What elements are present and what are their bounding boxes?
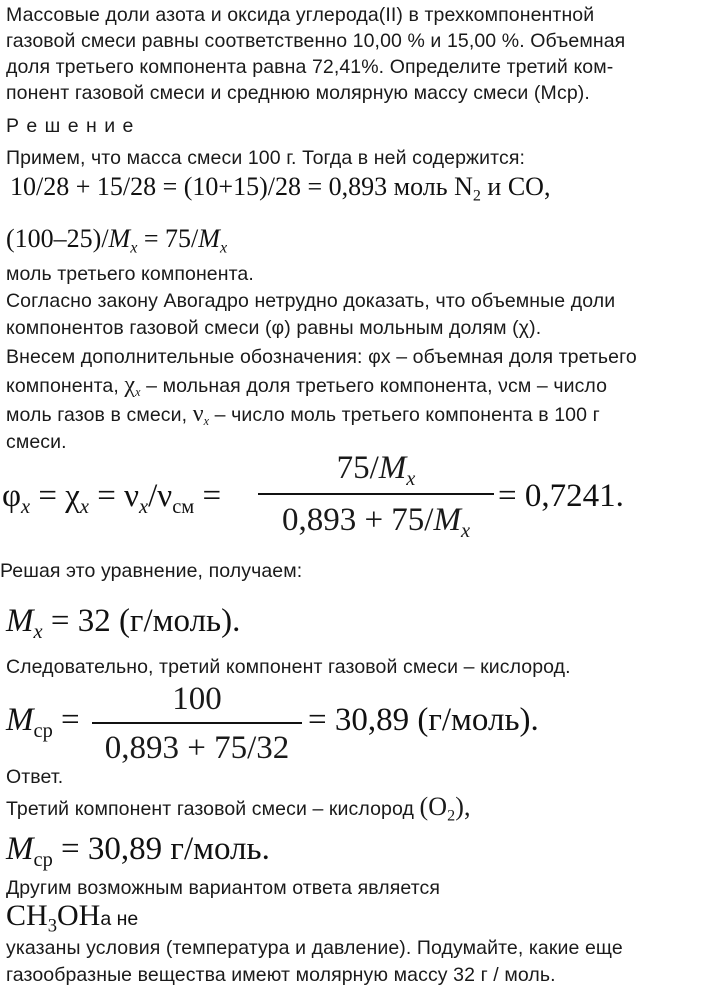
final-line-1: указаны условия (температура и давление). Подумайте, какие еще <box>6 937 623 959</box>
eq3-result: = 0,7241. <box>498 478 624 514</box>
conclusion-oxygen: Следовательно, третий компонент газовой смеси – кислород. <box>6 656 571 678</box>
eq5-numerator: 100 <box>172 681 222 717</box>
final-line-2: газообразные вещества имеют молярную массу 32 г / моль. <box>6 964 556 986</box>
eq3-numerator: $75/M_x$ <box>336 450 416 491</box>
notation-line-4: смеси. <box>6 431 67 453</box>
methanol-formula: $CH_3OHа$ не <box>6 899 139 937</box>
problem-line-2: газовой смеси равны соответственно 10,00 % и 15,00 %. Объемная <box>6 30 626 52</box>
equation-average-molar-mass: $M_{ср}$ = <box>6 702 80 743</box>
notation-line-2: компонента, $\chi_x$ – мольная доля третьего компонента, νсм – число <box>6 372 608 400</box>
eq3-denominator: $0,893 + 75/M_x$ <box>281 502 471 543</box>
avogadro-line-1: Согласно закону Авогадро нетрудно доказать, что объемные доли <box>6 290 616 312</box>
eq5-denominator: 0,893 + 75/32 <box>104 730 290 766</box>
eq5-result: = 30,89 (г/моль). <box>308 702 539 738</box>
eq5-fraction-bar <box>92 722 302 724</box>
notation-line-1: Внесем дополнительные обозначения: φх – объемная доля третьего <box>6 346 637 368</box>
answer-line: Третий компонент газовой смеси – кислород $(O_2)$, <box>6 792 471 825</box>
equation-volume-fraction: $\varphi_x = \chi_x = \nu_x/\nu_{см}$ = <box>2 478 222 519</box>
equation-moles-n2-co: 10/28 + 15/28 = (10+15)/28 = 0,893 моль $N_2$ и CO, <box>10 172 551 205</box>
third-moles-caption: моль третьего компонента. <box>6 263 254 285</box>
mass-assumption: Примем, что масса смеси 100 г. Тогда в ней содержится: <box>6 147 526 169</box>
solving-caption: Решая это уравнение, получаем: <box>0 560 303 582</box>
notation-line-3: моль газов в смеси, $\nu_x$ – число моль третьего компонента в 100 г <box>6 401 600 429</box>
problem-line-4: понент газовой смеси и среднюю молярную массу смеси (Мср). <box>6 82 590 104</box>
solution-title: Р е ш е н и е <box>6 115 135 137</box>
equation-molar-mass-x: $M_x = 32$ (г/моль). <box>6 603 241 644</box>
avogadro-line-2: компонентов газовой смеси (φ) равны мольным долям (χ). <box>6 317 542 339</box>
alternative-answer-line: Другим возможным вариантом ответа является <box>6 877 441 899</box>
problem-line-1: Массовые доли азота и оксида углерода(II) в трехкомпонентной <box>6 4 595 26</box>
equation-third-moles: $(100-25)/M_x = 75/M_x$ <box>6 224 228 257</box>
answer-label: Ответ. <box>6 766 64 788</box>
equation-answer-molar-mass: $M_{ср} = 30,89$ г/моль. <box>6 831 270 872</box>
eq3-fraction-bar <box>258 493 494 495</box>
problem-line-3: доля третьего компонента равна 72,41%. Определите третий ком- <box>6 56 614 78</box>
